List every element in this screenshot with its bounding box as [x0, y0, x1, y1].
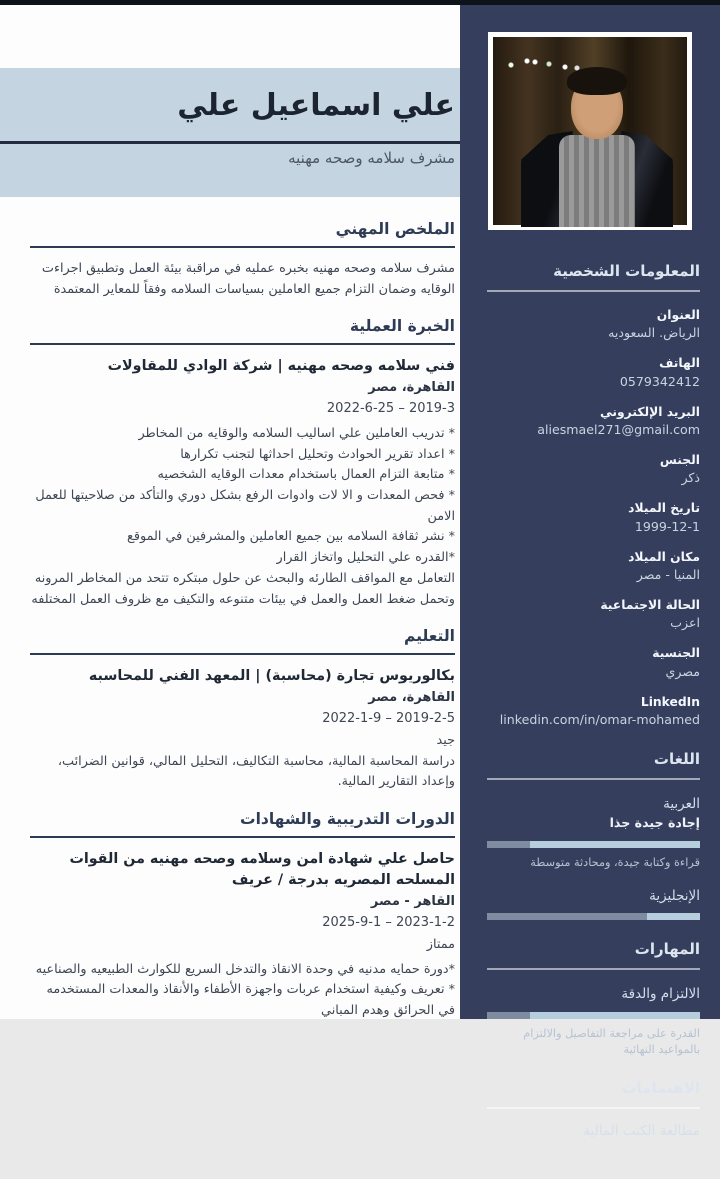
- courses-heading: الدورات التدريبية والشهادات: [30, 810, 455, 838]
- job-bullet: *القدره علي التحليل واتخاز القرار: [276, 550, 455, 566]
- skill-note: القدرة على مراجعة التفاصيل والالتزام بالمواعيد النهائية: [523, 1026, 700, 1057]
- interests-heading: الاهتمامات: [487, 1079, 700, 1109]
- language-note: قراءة وكتابة جيدة، ومحادثة متوسطة: [530, 856, 700, 870]
- field-value: اعزب: [670, 615, 700, 631]
- job-bullet: * تدريب العاملين علي اساليب السلامه والوقايه من المخاطر: [138, 425, 455, 441]
- linkedin-url[interactable]: linkedin.com/in/omar-mohamed: [499, 712, 700, 728]
- field-value: ذكر: [681, 470, 700, 486]
- field-label: الحالة الاجتماعية: [600, 597, 700, 612]
- field-gender: [487, 451, 700, 488]
- course-title: حاصل علي شهادة امن وسلامه وصحه مهنيه من القوات المسلحه المصريه بدرجة / عريف: [69, 850, 455, 889]
- experience-heading: الخبرة العملية: [30, 317, 455, 345]
- course-entry: [30, 849, 455, 1022]
- field-label: الهاتف: [659, 356, 700, 371]
- section-education: [30, 627, 455, 792]
- education-grade: جيد: [436, 732, 455, 748]
- field-birthdate: [487, 499, 700, 536]
- language-name: العربية: [663, 795, 700, 812]
- language-arabic: [487, 794, 700, 872]
- header-text-block: [0, 86, 455, 167]
- profile-photo: [488, 32, 692, 230]
- skill-name: الالتزام والدقة: [621, 986, 700, 1003]
- field-label: الجنس: [659, 452, 700, 467]
- skill-progress-fill: [530, 1012, 700, 1019]
- course-bullet: *دورة حمايه مدنيه في وحدة الانقاذ والتدخل السريع للكوارث الطبيعيه والصناعيه: [35, 961, 455, 977]
- job-bullet: التعامل مع المواقف الطارئه والبحث عن حلول مبتكره تتحد من المخاطر المرونه وتحمل ضغط العمل والعمل في بيئات متنوعه والتكيف مع ظروف العمل المختلفه: [31, 570, 455, 607]
- course-bullets: [30, 960, 455, 1022]
- languages-heading: اللغات: [487, 750, 700, 780]
- interest-item: مطالعة الكتب المالية: [583, 1123, 700, 1140]
- field-label: مكان الميلاد: [628, 549, 700, 564]
- education-dates: 2019-2-5 – 2022-1-9: [322, 710, 455, 726]
- field-birthplace: [487, 548, 700, 585]
- course-bullet: * تعريف وكيفية استخدام عربات واجهزة الأطفاء والأنقاذ والمعدات المستخدمه في الحرائق وهدم المباني: [46, 982, 455, 1019]
- job-title: فني سلامه وصحه مهنيه | شركة الوادي للمقاولات: [107, 358, 455, 375]
- field-label: تاريخ الميلاد: [628, 501, 700, 516]
- language-progress-track: [487, 913, 700, 920]
- language-progress-fill: [647, 913, 700, 920]
- field-value: الرياض. السعوديه: [608, 325, 700, 341]
- skills-heading: المهارات: [487, 940, 700, 970]
- skill-commitment: [487, 984, 700, 1059]
- sidebar-section-interests: [487, 1079, 700, 1139]
- education-description: دراسة المحاسبة المالية، محاسبة التكاليف، التحليل المالي، قوانين الضرائب، وإعداد التقارير المالية.: [57, 753, 455, 790]
- education-heading: التعليم: [30, 627, 455, 655]
- field-linkedin: [487, 693, 700, 730]
- job-bullets: [30, 424, 455, 610]
- language-progress-fill: [530, 841, 700, 848]
- education-location: القاهرة، مصر: [368, 689, 455, 705]
- field-value: المنيا - مصر: [636, 567, 700, 583]
- summary-heading: الملخص المهني: [30, 220, 455, 248]
- sidebar-section-skills: [487, 940, 700, 1059]
- field-label: الجنسية: [652, 646, 700, 661]
- field-value: مصري: [665, 663, 700, 679]
- education-entry: [30, 666, 455, 792]
- course-location: القاهر - مصر: [370, 893, 455, 909]
- field-label: البريد الإلكتروني: [599, 404, 700, 419]
- sidebar-section-personal: [487, 262, 700, 730]
- field-value: 0579342412: [619, 373, 700, 389]
- language-english: [487, 886, 700, 920]
- field-address: [487, 306, 700, 343]
- education-title: بكالوريوس تجارة (محاسبة) | المعهد الفني للمحاسبه: [88, 668, 455, 685]
- field-phone: [487, 354, 700, 391]
- field-label: العنوان: [656, 308, 700, 322]
- main-column: [30, 220, 455, 1039]
- course-dates: 2023-1-2 – 2025-9-1: [322, 914, 455, 930]
- skill-progress-track: [487, 1012, 700, 1019]
- experience-entry: [30, 356, 455, 610]
- section-summary: [30, 220, 455, 300]
- section-courses: [30, 810, 455, 1022]
- section-experience: [30, 317, 455, 610]
- job-dates: 2019-3 – 2022-6-25: [326, 400, 455, 416]
- sidebar-section-languages: [487, 750, 700, 920]
- language-progress-track: [487, 841, 700, 848]
- job-bullet: * اعداد تقرير الحوادث وتحليل احداثها لتجنب تكرارها: [180, 446, 455, 462]
- job-bullet: * نشر ثقافة السلامه بين جميع العاملين والمشرفين في الموقع: [127, 529, 455, 545]
- photo-shirt-shape: [559, 135, 635, 227]
- field-nationality: [487, 644, 700, 681]
- field-value: aliesmael271@gmail.com: [537, 422, 700, 438]
- field-email: [487, 403, 700, 440]
- job-location: القاهرة، مصر: [368, 379, 455, 395]
- person-name: علي اسماعيل علي: [177, 88, 455, 123]
- personal-info-heading: المعلومات الشخصية: [487, 262, 700, 292]
- field-value: 1999-12-1: [634, 518, 700, 534]
- course-grade: ممتاز: [426, 936, 455, 952]
- photo-hair-shape: [567, 67, 627, 95]
- field-marital-status: [487, 596, 700, 633]
- job-bullet: * متابعة التزام العمال باستخدام معدات الوقايه الشخصيه: [157, 467, 455, 483]
- job-bullet: * فحص المعدات و الا لات وادوات الرفع بشكل دوري والتأكد من صلاحيتها للعمل الامن: [35, 488, 455, 524]
- language-name: الإنجليزية: [649, 888, 700, 905]
- language-level: إجادة جيدة جذا: [609, 815, 700, 831]
- profile-photo-image: [493, 37, 687, 225]
- person-job-title: مشرف سلامه وصحه مهنيه: [288, 148, 455, 167]
- field-label: LinkedIn: [640, 694, 700, 709]
- summary-text: مشرف سلامه وصحه مهنيه بخبره عمليه في مراقبة بيئة العمل وتطبيق اجراءت الوقايه وضمان التزام جميع العاملين بسياسات السلامه وفقاً للمعاير المعتمدة: [41, 261, 455, 297]
